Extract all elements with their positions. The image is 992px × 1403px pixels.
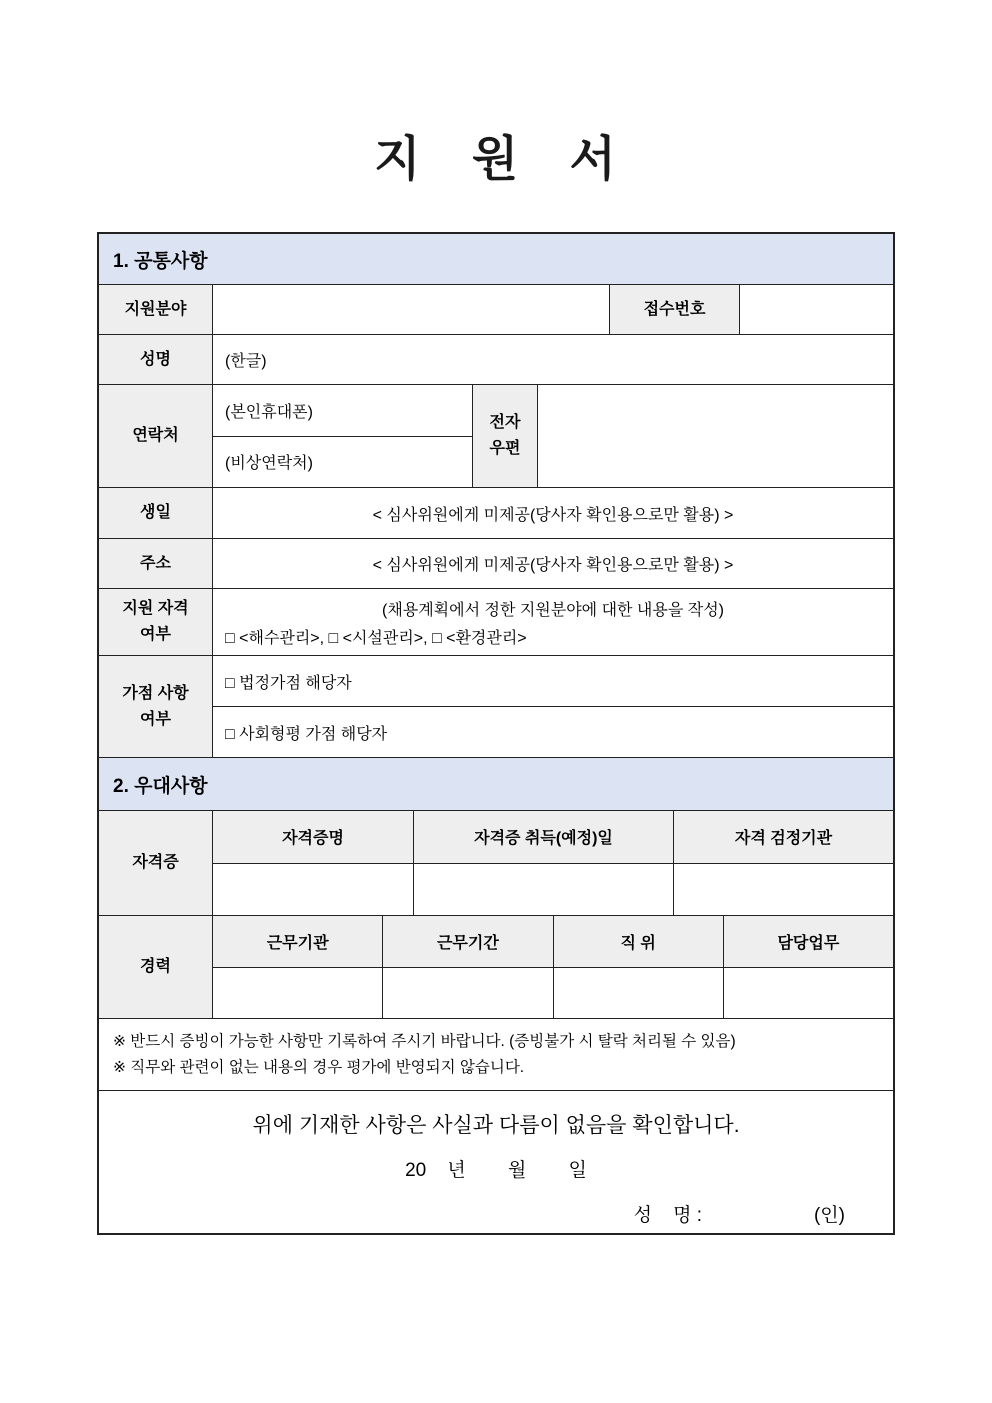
- address-label: 주소: [99, 539, 212, 588]
- qualification-label: [99, 589, 212, 655]
- email-label: [472, 385, 537, 487]
- email-input-area[interactable]: [537, 385, 893, 487]
- mobile-phone-input-area[interactable]: (본인휴대폰): [225, 403, 313, 421]
- certificate-name-input-area[interactable]: [213, 864, 413, 916]
- confirmation-statement: 위에 기재한 사항은 사실과 다름이 없음을 확인합니다.: [252, 1114, 740, 1138]
- name-row: [99, 334, 893, 384]
- application-form-table: [97, 232, 895, 1235]
- certificate-header-row: [213, 811, 893, 863]
- name-input-area[interactable]: (한글): [212, 335, 893, 384]
- career-position-header: 직 위: [553, 916, 723, 967]
- section2-header-row: [99, 757, 893, 810]
- address-value: < 심사위원에게 미제공(당사자 확인용으로만 활용) >: [212, 539, 893, 588]
- certificate-table: [212, 811, 893, 915]
- emergency-contact-input-area[interactable]: (비상연락처): [213, 436, 472, 488]
- qualification-note: (채용계획에서 정한 지원분야에 대한 내용을 작성): [381, 601, 724, 619]
- contact-row: [99, 384, 893, 487]
- receipt-number-label: 접수번호: [609, 285, 739, 334]
- certificate-row: [99, 810, 893, 915]
- signature-name-label[interactable]: 성 명 :: [633, 1205, 702, 1227]
- email-label-line2: 우편: [489, 440, 521, 457]
- confirmation-block: [99, 1091, 893, 1233]
- career-period-input-area[interactable]: [382, 968, 552, 1019]
- bonus-label-line2: 여부: [140, 710, 171, 728]
- section2-header: 2. 우대사항: [99, 758, 893, 810]
- field-row: [99, 284, 893, 334]
- seal-label: (인): [813, 1205, 845, 1227]
- birthday-row: [99, 487, 893, 538]
- contact-label: 연락처: [99, 385, 212, 487]
- notes-block: [99, 1019, 893, 1090]
- note-proof: ※ 반드시 증빙이 가능한 사항만 기록하여 주시기 바랍니다. (증빙불가 시 탈락 처리될 수 있음): [113, 1033, 736, 1050]
- notes-row: [99, 1018, 893, 1090]
- career-header-row: [213, 916, 893, 967]
- birthday-label: 생일: [99, 488, 212, 538]
- certificate-label: 자격증: [99, 811, 212, 915]
- career-period-header: 근무기간: [382, 916, 552, 967]
- career-table: [212, 916, 893, 1018]
- qualification-label-line2: 여부: [140, 626, 171, 643]
- name-label: 성명: [99, 335, 212, 384]
- bonus-row: [99, 655, 893, 757]
- career-org-input-area[interactable]: [213, 968, 382, 1019]
- career-input-row: [213, 967, 893, 1019]
- bonus-label: [99, 656, 212, 757]
- certificate-date-header: 자격증 취득(예정)일: [413, 811, 673, 863]
- career-row: [99, 915, 893, 1018]
- section1-header: 1. 공통사항: [99, 234, 893, 284]
- certificate-input-row: [213, 863, 893, 916]
- qualification-content: [212, 589, 893, 655]
- certificate-agency-header: 자격 검정기관: [673, 811, 893, 863]
- bonus-option-social-checkbox[interactable]: □ 사회형평 가점 해당자: [213, 706, 893, 757]
- section1-header-row: [99, 234, 893, 284]
- bonus-label-line1: 가점 사항: [122, 684, 189, 702]
- receipt-number-input-area[interactable]: [739, 285, 893, 334]
- career-org-header: 근무기관: [213, 916, 382, 967]
- field-input-area[interactable]: [212, 285, 609, 334]
- page-title: 지 원 서: [374, 133, 618, 186]
- career-duty-header: 담당업무: [723, 916, 893, 967]
- qualification-options[interactable]: □ <해수관리>, □ <시설관리>, □ <환경관리>: [225, 629, 527, 647]
- address-row: [99, 538, 893, 588]
- career-duty-input-area[interactable]: [723, 968, 893, 1019]
- birthday-value: < 심사위원에게 미제공(당사자 확인용으로만 활용) >: [212, 488, 893, 538]
- signature-line: [99, 1200, 893, 1227]
- certificate-date-input-area[interactable]: [413, 864, 673, 916]
- bonus-option-legal-checkbox[interactable]: □ 법정가점 해당자: [225, 674, 352, 692]
- qualification-row: [99, 588, 893, 655]
- certificate-name-header: 자격증명: [213, 811, 413, 863]
- bonus-options-stack: [212, 656, 893, 757]
- career-position-input-area[interactable]: [553, 968, 723, 1019]
- field-label: 지원분야: [99, 285, 212, 334]
- career-label: 경력: [99, 916, 212, 1018]
- certificate-agency-input-area[interactable]: [673, 864, 893, 916]
- email-label-line1: 전자: [489, 414, 521, 432]
- confirmation-row: [99, 1090, 893, 1233]
- qualification-label-line1: 지원 자격: [122, 600, 189, 618]
- contact-phone-stack: [212, 385, 472, 487]
- note-relevance: ※ 직무와 관련이 없는 내용의 경우 평가에 반영되지 않습니다.: [113, 1058, 525, 1076]
- date-line[interactable]: 20 년 월 일: [405, 1160, 587, 1182]
